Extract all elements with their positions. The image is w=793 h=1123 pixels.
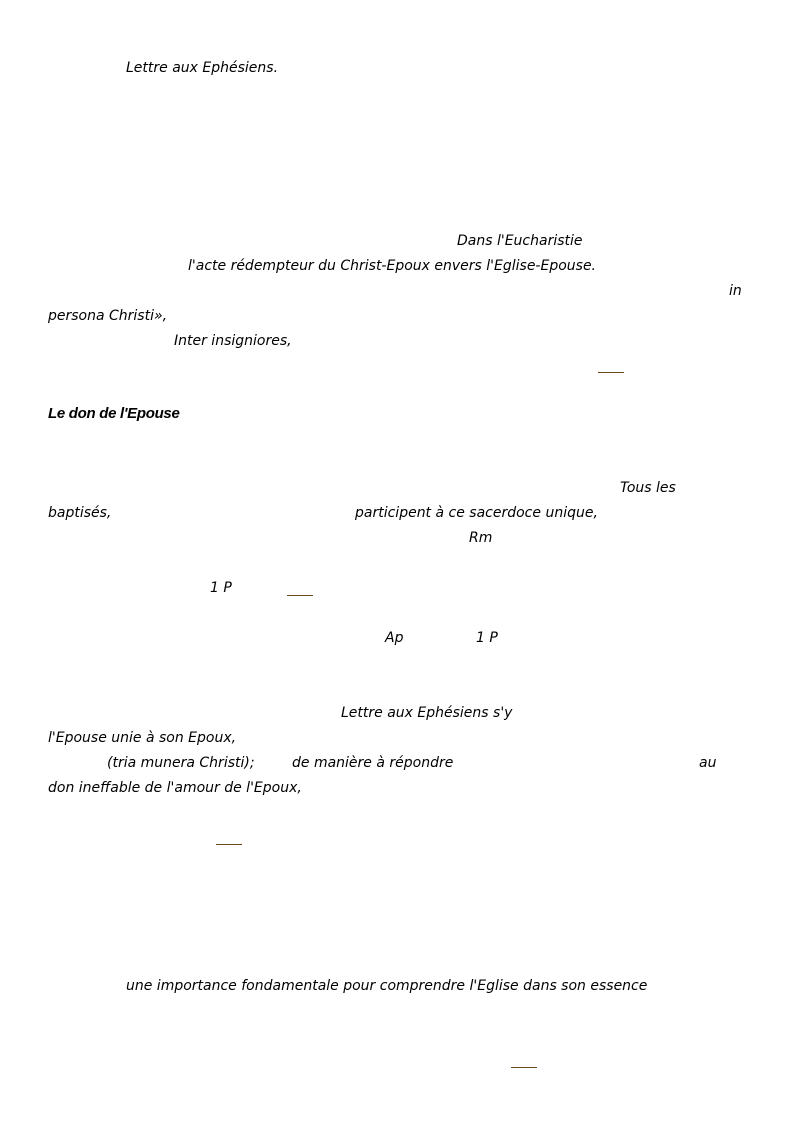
footnote-marker — [287, 595, 313, 596]
text-fragment: de manière à répondre — [292, 755, 454, 771]
bible-reference: Ap — [385, 630, 404, 646]
text-fragment: une importance fondamentale pour comprendre l'Eglise dans son essence — [126, 978, 648, 994]
letter-title-fragment: Lettre aux Ephésiens. — [126, 60, 279, 76]
text-fragment: don ineffable de l'amour de l'Epoux, — [48, 780, 302, 796]
footnote-marker — [511, 1067, 537, 1068]
bible-reference: 1 P — [210, 580, 232, 596]
section-heading: Le don de l'Epouse — [48, 405, 180, 422]
text-fragment: Inter insigniores, — [174, 333, 292, 349]
text-fragment: participent à ce sacerdoce unique, — [355, 505, 598, 521]
bible-reference: Rm — [469, 530, 493, 546]
text-fragment: Lettre aux Ephésiens s'y — [341, 705, 513, 721]
text-fragment: Dans l'Eucharistie — [457, 233, 583, 249]
text-fragment: l'Epouse unie à son Epoux, — [48, 730, 237, 746]
text-fragment: (tria munera Christi); — [107, 755, 255, 771]
bible-reference: 1 P — [476, 630, 498, 646]
text-fragment: Tous les — [620, 480, 676, 496]
text-fragment: persona Christi», — [48, 308, 168, 324]
text-fragment: au — [699, 755, 717, 771]
footnote-marker — [598, 372, 624, 373]
text-fragment: l'acte rédempteur du Christ-Epoux envers l'Eglise-Epouse. — [188, 258, 597, 274]
text-fragment: in — [729, 283, 742, 299]
footnote-marker — [216, 844, 242, 845]
text-fragment: baptisés, — [48, 505, 112, 521]
